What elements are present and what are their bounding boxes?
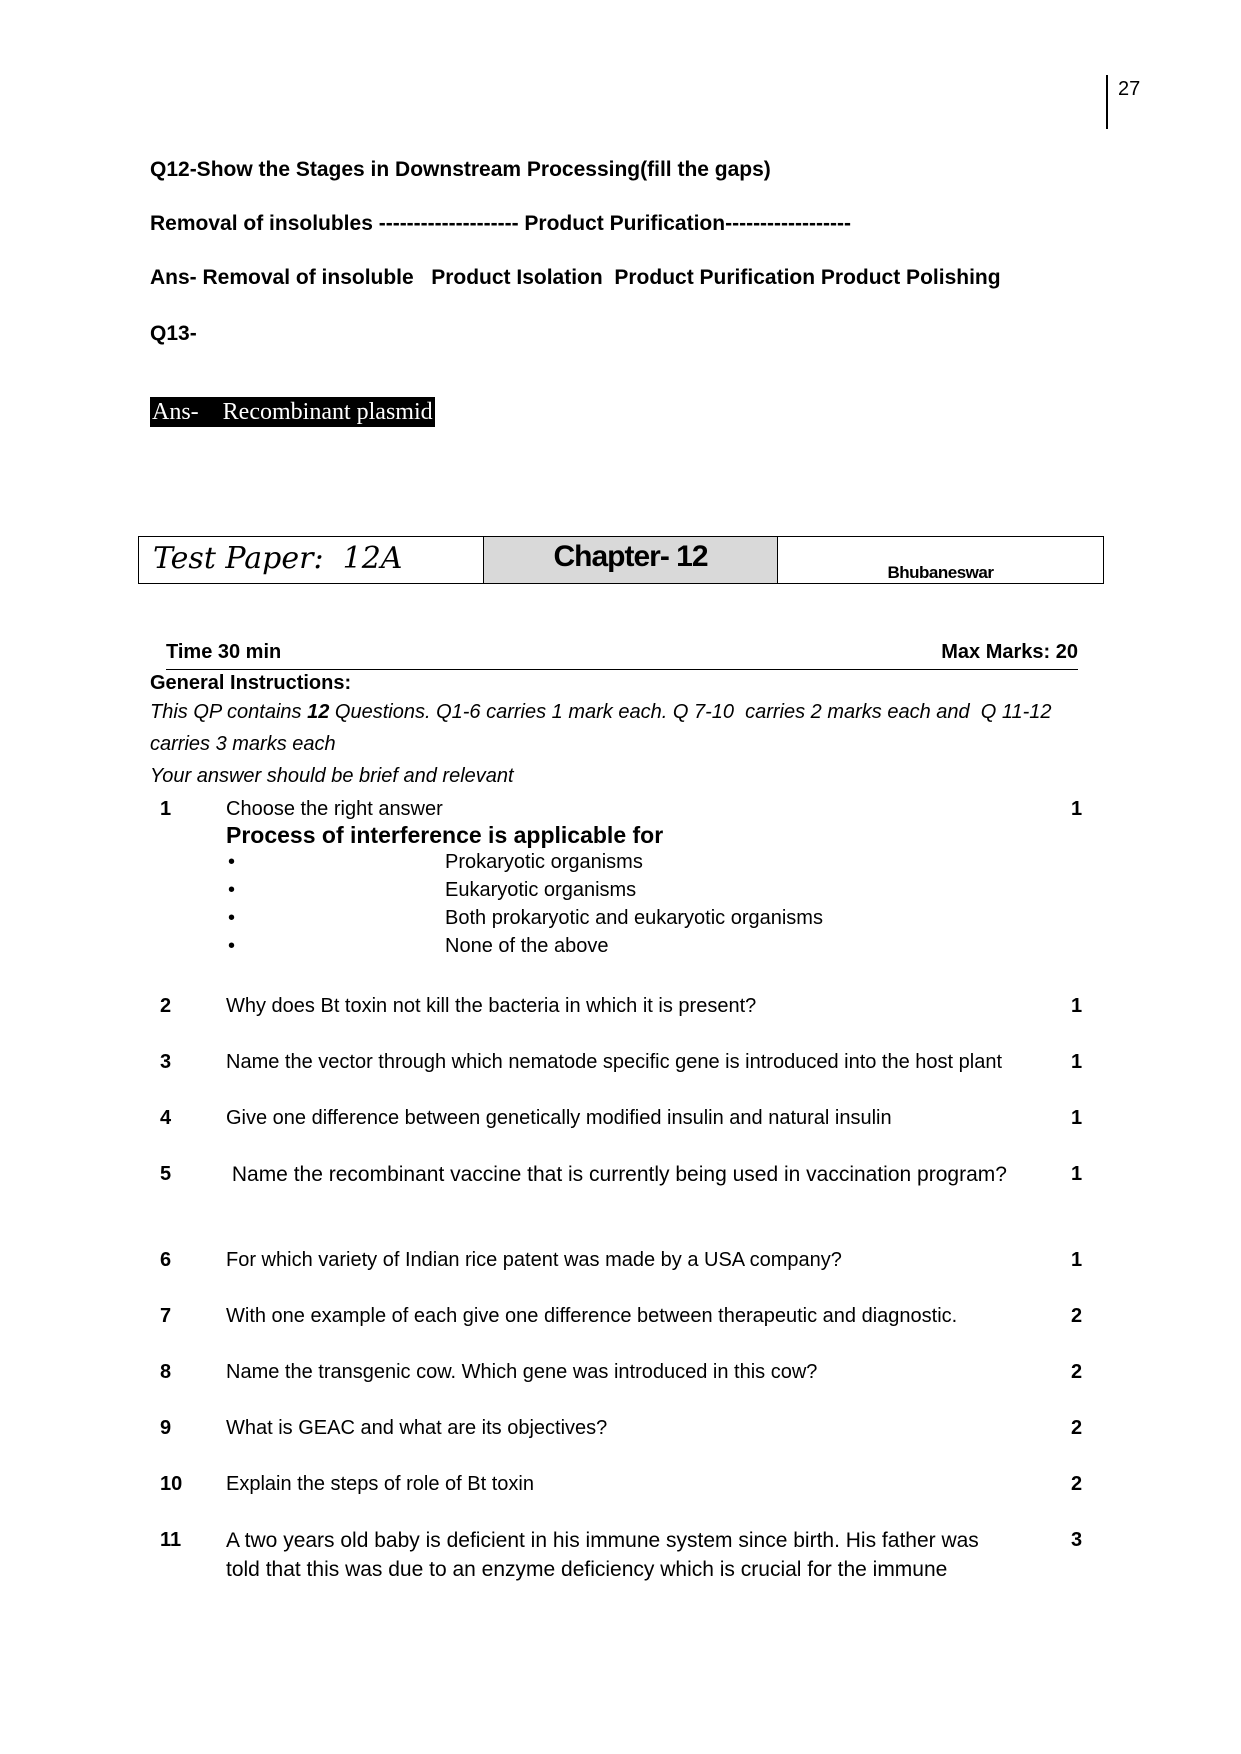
q1-option-a: Prokaryotic organisms — [445, 851, 643, 873]
q12-answer: Ans- Removal of insoluble Product Isolation Product Purification Product Polishing — [150, 266, 1001, 289]
q11-number: 11 — [160, 1529, 182, 1551]
q3-text: Name the vector through which nematode specific gene is introduced into the host plant — [226, 1051, 1003, 1073]
q1-option-b: Eukaryotic organisms — [445, 879, 637, 901]
q9-number: 9 — [160, 1417, 172, 1439]
instructions-line-2: carries 3 marks each — [150, 733, 336, 755]
q8-mark: 2 — [1071, 1361, 1083, 1383]
q7-text: With one example of each give one difference between therapeutic and diagnostic. — [226, 1305, 958, 1327]
q11-text: A two years old baby is deficient in his immune system since birth. His father was told that this was due to an enzyme deficiency which is crucial for the immune — [226, 1529, 979, 1581]
q13-answer: Ans- Recombinant plasmid — [152, 399, 433, 425]
q5-text: Name the recombinant vaccine that is currently being used in vaccination program? — [226, 1163, 1007, 1186]
q1-option-d: None of the above — [445, 935, 609, 957]
time-limit: Time 30 min — [166, 641, 282, 663]
q1-option-bullet: • — [228, 935, 236, 957]
q4-text: Give one difference between genetically modified insulin and natural insulin — [226, 1107, 892, 1129]
q1-option-bullet: • — [228, 851, 236, 873]
q7-mark: 2 — [1071, 1305, 1083, 1327]
q12-gaps: Removal of insolubles -------------------- Product Purification------------------ — [150, 212, 851, 235]
q2-number: 2 — [160, 995, 172, 1017]
q1-number: 1 — [160, 798, 172, 820]
q4-number: 4 — [160, 1107, 172, 1129]
instructions-line-1: This QP contains 12 Questions. Q1-6 carries 1 mark each. Q 7-10 carries 2 marks each and Q 11-12 — [150, 701, 1052, 723]
q9-mark: 2 — [1071, 1417, 1083, 1439]
q11-mark: 3 — [1071, 1529, 1083, 1551]
test-paper-header — [138, 536, 1104, 584]
q4-mark: 1 — [1071, 1107, 1083, 1129]
location: Bhubaneswar — [887, 563, 994, 582]
q1-mark: 1 — [1071, 798, 1083, 820]
q5-mark: 1 — [1071, 1163, 1083, 1185]
q10-mark: 2 — [1071, 1473, 1083, 1495]
instructions-line-3: Your answer should be brief and relevant — [150, 765, 514, 787]
q6-mark: 1 — [1071, 1249, 1083, 1271]
q12-question: Q12-Show the Stages in Downstream Processing(fill the gaps) — [150, 158, 771, 181]
q2-text: Why does Bt toxin not kill the bacteria in which it is present? — [226, 995, 757, 1017]
q6-text: For which variety of Indian rice patent was made by a USA company? — [226, 1249, 842, 1271]
q1-heading: Process of interference is applicable for — [226, 822, 664, 848]
q10-number: 10 — [160, 1473, 183, 1495]
q3-mark: 1 — [1071, 1051, 1083, 1073]
q8-text: Name the transgenic cow. Which gene was introduced in this cow? — [226, 1361, 818, 1383]
time-marks-line — [166, 641, 1078, 670]
page-number: 27 — [1118, 78, 1141, 100]
q2-mark: 1 — [1071, 995, 1083, 1017]
q1-option-c: Both prokaryotic and eukaryotic organisms — [445, 907, 823, 929]
q8-number: 8 — [160, 1361, 172, 1383]
q1-option-bullet: • — [228, 907, 236, 929]
page-number-divider — [1106, 75, 1108, 129]
q10-text: Explain the steps of role of Bt toxin — [226, 1473, 534, 1495]
max-marks: Max Marks: 20 — [941, 641, 1078, 663]
q5-number: 5 — [160, 1163, 172, 1185]
q9-text: What is GEAC and what are its objectives? — [226, 1417, 608, 1439]
q7-number: 7 — [160, 1305, 172, 1327]
instructions-heading: General Instructions: — [150, 672, 352, 694]
test-paper-title: Test Paper: 12A — [139, 537, 484, 583]
q1-intro: Choose the right answer — [226, 798, 443, 820]
q1-option-bullet: • — [228, 879, 236, 901]
q3-number: 3 — [160, 1051, 172, 1073]
q6-number: 6 — [160, 1249, 172, 1271]
q13-label: Q13- — [150, 322, 197, 345]
chapter-title: Chapter- 12 — [484, 537, 778, 583]
